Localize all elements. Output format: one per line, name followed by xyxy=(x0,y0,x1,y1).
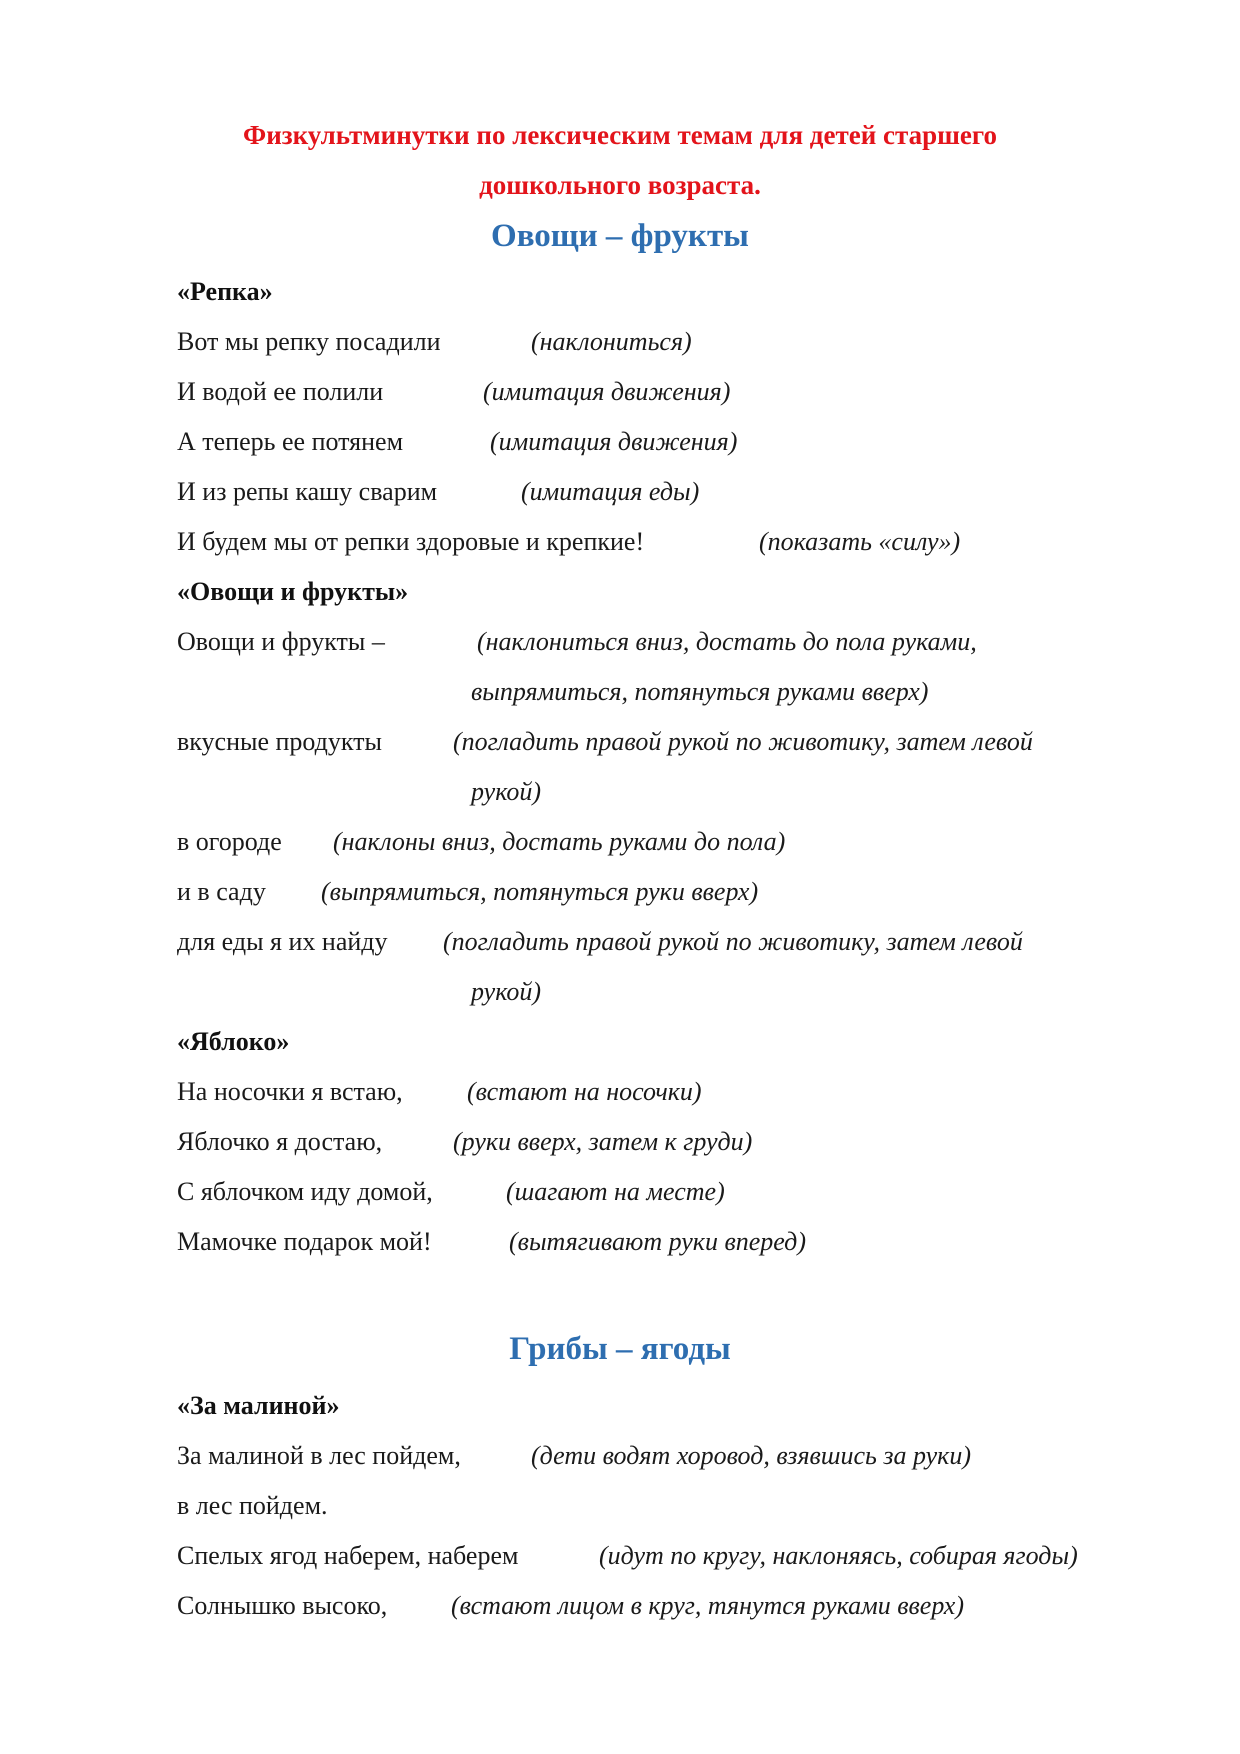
poem-line-text: Яблочко я достаю, xyxy=(177,1127,383,1156)
poem-line-note: (вытягивают руки вперед) xyxy=(509,1227,806,1256)
poem-line-text: Овощи и фрукты – xyxy=(177,627,385,656)
poem-line-note: (встают лицом в круг, тянутся руками вверх) xyxy=(451,1591,965,1620)
poem-line-note: (погладить правой рукой по животику, затем левой xyxy=(453,727,1033,756)
section-title-vegetables-fruits: Овощи – фрукты xyxy=(491,218,749,254)
poem-line-note: (шагают на месте) xyxy=(506,1177,725,1206)
poem-line-note: (наклоны вниз, достать руками до пола) xyxy=(333,827,786,856)
poem-line-text: С яблочком иду домой, xyxy=(177,1177,433,1206)
document-title-line-1: Физкультминутки по лексическим темам для детей старшего xyxy=(243,120,997,150)
document-title-line-2: дошкольного возраста. xyxy=(479,170,761,200)
poem-line-text: Мамочке подарок мой! xyxy=(177,1227,432,1256)
poem-line-text: На носочки я встаю, xyxy=(177,1077,403,1106)
poem-line-text: Вот мы репку посадили xyxy=(177,327,441,356)
poem-line-note: (погладить правой рукой по животику, затем левой xyxy=(443,927,1023,956)
poem-line-note: (показать «силу») xyxy=(759,527,961,556)
poem-line-text: Спелых ягод наберем, наберем xyxy=(177,1541,519,1570)
poem-title-apple: «Яблоко» xyxy=(177,1027,290,1056)
poem-line-text: А теперь ее потянем xyxy=(177,427,404,456)
poem-title-repka: «Репка» xyxy=(177,277,273,306)
poem-title-for-raspberries: «За малиной» xyxy=(177,1391,340,1420)
poem-line-text: За малиной в лес пойдем, xyxy=(177,1441,461,1470)
poem-line-note: (имитация движения) xyxy=(490,427,738,456)
poem-line-text: И будем мы от репки здоровые и крепкие! xyxy=(177,527,645,556)
poem-line-text: Солнышко высоко, xyxy=(177,1591,388,1620)
poem-line-text: в огороде xyxy=(177,827,282,856)
poem-line-note-continuation: выпрямиться, потянуться руками вверх) xyxy=(471,677,929,706)
poem-line-note: (имитация движения) xyxy=(483,377,731,406)
poem-line-note-continuation: рукой) xyxy=(471,977,542,1006)
poem-line-text: и в саду xyxy=(177,877,266,906)
poem-line-text: для еды я их найду xyxy=(177,927,388,956)
poem-line-note: (выпрямиться, потянуться руки вверх) xyxy=(321,877,759,906)
poem-line-text: И водой ее полили xyxy=(177,377,384,406)
poem-line-note: (идут по кругу, наклоняясь, собирая ягоды) xyxy=(599,1541,1078,1570)
poem-line-text: в лес пойдем. xyxy=(177,1491,328,1520)
poem-line-note: (встают на носочки) xyxy=(467,1077,702,1106)
section-title-mushrooms-berries: Грибы – ягоды xyxy=(509,1331,731,1367)
poem-line-note: (наклониться вниз, достать до пола руками, xyxy=(477,627,977,656)
poem-title-vegetables-and-fruits: «Овощи и фрукты» xyxy=(177,577,409,606)
poem-line-text: И из репы кашу сварим xyxy=(177,477,438,506)
poem-line-note: (имитация еды) xyxy=(521,477,700,506)
poem-line-text: вкусные продукты xyxy=(177,727,383,756)
poem-line-note: (наклониться) xyxy=(531,327,692,356)
poem-line-note: (дети водят хоровод, взявшись за руки) xyxy=(531,1441,971,1470)
poem-line-note: (руки вверх, затем к груди) xyxy=(453,1127,753,1156)
poem-line-note-continuation: рукой) xyxy=(471,777,542,806)
